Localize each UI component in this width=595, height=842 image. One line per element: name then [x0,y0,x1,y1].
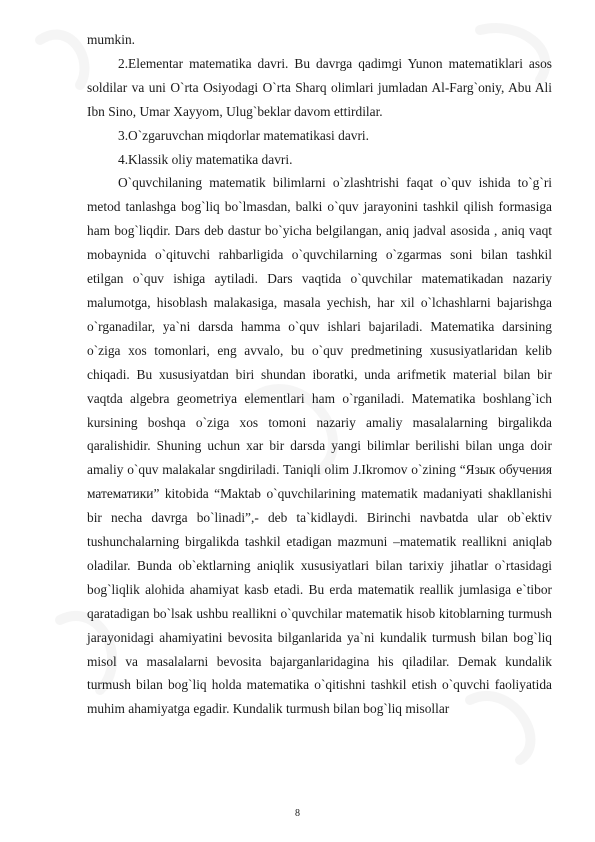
paragraph-4: 4.Klassik oliy matematika davri. [118,151,293,167]
paragraph-1: mumkin. [87,32,135,47]
paragraph-2: 2.Elementar matematika davri. Bu davrga qadimgi Yunon matematiklari asos soldilar va uni O`rta Osiyodagi O`rta Sharq olimlari jumladan Al-Farg`oniy, Abu Ali Ibn Sino, Umar Xayyom, Ulug`beklar davom ettirdilar. [87,55,552,119]
page-number: 8 [295,808,300,819]
paragraph-3: 3.O`zgaruvchan miqdorlar matematikasi davri. [118,127,369,143]
body-text [87,28,552,721]
paragraph-5: O`quvchilaning matematik bilimlarni o`zlashtrishi faqat o`quv ishida to`g`ri metod tanlashga bog`liq bo`lmasdan, balki o`quv jarayonini tashkil qilish formasiga ham bog`liqdir. Dars deb dastur bo`yicha belgilangan, aniq jadval asosida , aniq vaqt mobaynida o`qituvchi rahbarligida o`quvchilarning o`zgarmas soni bilan tashkil etilgan o`quv ishiga aytiladi. Dars vaqtida o`quvchilar matematikadan nazariy malumotga, hisoblash malakasiga, masala yechish, har xil o`lchashlarni bajarishga o`rganadilar, ya`ni darsda hamma o`quv ishlari bajariladi. Matematika darsining o`ziga xos tomonlari, eng avvalo, bu o`quv predmetining xususiyatlaridan kelib chiqadi. Bu xususiyatdan biri shundan iboratki, unda arifmetik material bilan bir vaqtda algebra geometriya elementlari ham o`rganiladi. Matematika boshlang`ich kursining boshqa o`ziga xos tomoni nazariy amaliy masalalarning birgalikda qaralishidir. Shuning uchun xar bir darsda yangi bilimlar berilishi bilan unga doir amaliy o`quv malakalar sngdiriladi. Taniqli olim J.Ikromov o`zining “Язык обучения математики” kitobida “Maktab o`quvchilarining matematik madaniyati shakllanishi bir necha davrga bo`linadi”,- deb ta`kidlaydi. Birinchi navbatda ular ob`ektiv tushunchalarning birgalikda tashkil etadigan mazmuni –matematik reallikni aniqlab oladilar. Bunda ob`ektlarning aniqlik xususiyatlari bilan tarixiy jihatlar o`rtasidagi bog`liqlik alohida ahamiyat kasb etadi. Bu erda matematik reallik jumlasiga e`tibor qaratadigan bo`lsak ushbu reallikni o`quvchilar matematik hisob kitoblarning turmush jarayonidagi ahamiyatini bevosita bilganlarida ya`ni kundalik turmush bilan bog`liq misol va masalalarni bevosita bajarganlaridagina his qiladilar. Demak kundalik turmush bilan bog`liq holda matematika o`qitishni tashkil etish o`quvchi faoliyatida muhim ahamiyatga egadir. Kundalik turmush bilan bog`liq misollar [87,175,552,717]
